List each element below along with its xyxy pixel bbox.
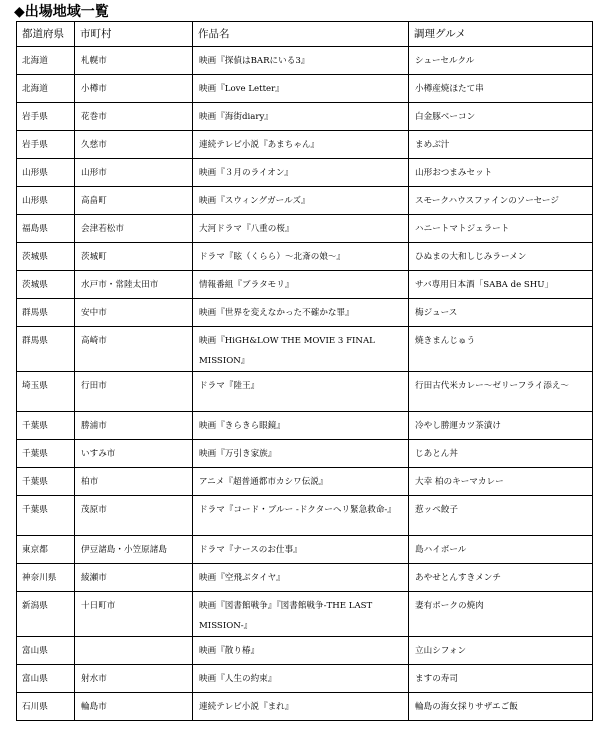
cell-municipality: 札幌市 (75, 47, 193, 75)
cell-work-title: ドラマ『陸王』 (193, 372, 409, 412)
table-row (17, 131, 593, 159)
cell-work-title: 大河ドラマ『八重の桜』 (193, 215, 409, 243)
cell-prefecture: 埼玉県 (17, 372, 75, 412)
cell-prefecture: 山形県 (17, 187, 75, 215)
cell-prefecture: 岩手県 (17, 103, 75, 131)
table-row (17, 592, 593, 637)
cell-work-title: ドラマ『コード・ブルー -ドクターヘリ緊急救命-』 (193, 496, 409, 536)
cell-prefecture: 神奈川県 (17, 564, 75, 592)
cell-municipality: いすみ市 (75, 440, 193, 468)
cell-prefecture: 群馬県 (17, 327, 75, 372)
cell-gourmet: 冷やし勝運カツ茶漬け (409, 412, 593, 440)
cell-municipality: 会津若松市 (75, 215, 193, 243)
cell-municipality: 伊豆諸島・小笠原諸島 (75, 536, 193, 564)
cell-work-title: 情報番組『ブラタモリ』 (193, 271, 409, 299)
cell-gourmet: シューセルクル (409, 47, 593, 75)
table-row (17, 468, 593, 496)
table-row (17, 412, 593, 440)
cell-municipality: 茨城町 (75, 243, 193, 271)
cell-prefecture: 石川県 (17, 693, 75, 721)
cell-gourmet: 行田古代米カレー～ゼリーフライ添え～ (409, 372, 593, 412)
cell-prefecture: 福島県 (17, 215, 75, 243)
cell-gourmet: 妻有ポークの焼肉 (409, 592, 593, 637)
cell-municipality: 十日町市 (75, 592, 193, 637)
cell-gourmet: 大幸 柏のキーマカレー (409, 468, 593, 496)
cell-gourmet: スモークハウスファインのソーセージ (409, 187, 593, 215)
table-row (17, 47, 593, 75)
table-row (17, 536, 593, 564)
cell-work-title: 映画『きらきら眼鏡』 (193, 412, 409, 440)
cell-gourmet: 山形おつまみセット (409, 159, 593, 187)
cell-prefecture: 茨城県 (17, 271, 75, 299)
cell-work-title: 映画『人生の約束』 (193, 665, 409, 693)
cell-prefecture: 千葉県 (17, 496, 75, 536)
table-row (17, 564, 593, 592)
table-row (17, 187, 593, 215)
cell-work-title: 映画『海街diary』 (193, 103, 409, 131)
cell-gourmet: ハニートマトジェラート (409, 215, 593, 243)
cell-gourmet: 惹ッペ餃子 (409, 496, 593, 536)
cell-gourmet: じあとん丼 (409, 440, 593, 468)
cell-work-title: 映画『世界を変えなかった不確かな罪』 (193, 299, 409, 327)
cell-gourmet: まめぶ汁 (409, 131, 593, 159)
cell-municipality: 安中市 (75, 299, 193, 327)
cell-municipality: 輪島市 (75, 693, 193, 721)
cell-work-title: 連続テレビ小説『まれ』 (193, 693, 409, 721)
cell-municipality: 勝浦市 (75, 412, 193, 440)
cell-work-title: 映画『空飛ぶタイヤ』 (193, 564, 409, 592)
cell-municipality: 射水市 (75, 665, 193, 693)
cell-prefecture: 岩手県 (17, 131, 75, 159)
table-row (17, 327, 593, 372)
table-row (17, 271, 593, 299)
table-row (17, 637, 593, 665)
table-row (17, 496, 593, 536)
cell-prefecture: 北海道 (17, 75, 75, 103)
cell-prefecture: 千葉県 (17, 468, 75, 496)
cell-work-title: ドラマ『ナースのお仕事』 (193, 536, 409, 564)
cell-municipality: 水戸市・常陸太田市 (75, 271, 193, 299)
cell-gourmet: ますの寿司 (409, 665, 593, 693)
table-row (17, 243, 593, 271)
cell-work-title: 映画『スウィングガールズ』 (193, 187, 409, 215)
cell-gourmet: 梅ジュース (409, 299, 593, 327)
cell-prefecture: 千葉県 (17, 440, 75, 468)
cell-prefecture: 富山県 (17, 637, 75, 665)
cell-municipality: 高畠町 (75, 187, 193, 215)
cell-prefecture: 富山県 (17, 665, 75, 693)
header-work-title: 作品名 (193, 22, 409, 47)
cell-work-title: アニメ『超普通都市カシワ伝説』 (193, 468, 409, 496)
cell-gourmet: あやせとんすきメンチ (409, 564, 593, 592)
cell-municipality: 小樽市 (75, 75, 193, 103)
cell-gourmet: ひぬまの大和しじみラーメン (409, 243, 593, 271)
cell-municipality: 柏市 (75, 468, 193, 496)
cell-gourmet: 輪島の海女採りサザエご飯 (409, 693, 593, 721)
header-gourmet: 調理グルメ (409, 22, 593, 47)
cell-prefecture: 新潟県 (17, 592, 75, 637)
cell-municipality: 茂原市 (75, 496, 193, 536)
cell-work-title: 映画『万引き家族』 (193, 440, 409, 468)
cell-work-title: 映画『HiGH&LOW THE MOVIE 3 FINAL MISSION』 (193, 327, 409, 372)
table-row (17, 103, 593, 131)
table-row (17, 372, 593, 412)
cell-work-title: 映画『３月のライオン』 (193, 159, 409, 187)
header-municipality: 市町村 (75, 22, 193, 47)
cell-prefecture: 千葉県 (17, 412, 75, 440)
cell-work-title: 映画『散り椿』 (193, 637, 409, 665)
cell-prefecture: 山形県 (17, 159, 75, 187)
cell-municipality: 行田市 (75, 372, 193, 412)
table-row (17, 693, 593, 721)
cell-gourmet: サバ専用日本酒「SABA de SHU」 (409, 271, 593, 299)
cell-prefecture: 北海道 (17, 47, 75, 75)
table-row (17, 440, 593, 468)
cell-work-title: ドラマ『眩（くらら）～北斎の娘～』 (193, 243, 409, 271)
table-row (17, 75, 593, 103)
cell-work-title: 連続テレビ小説『あまちゃん』 (193, 131, 409, 159)
cell-gourmet: 小樽産焼ほたて串 (409, 75, 593, 103)
table-row (17, 159, 593, 187)
table-row (17, 665, 593, 693)
cell-municipality: 綾瀬市 (75, 564, 193, 592)
regions-table (16, 21, 593, 721)
cell-work-title: 映画『Love Letter』 (193, 75, 409, 103)
table-body (17, 47, 593, 721)
cell-gourmet: 白金豚ベーコン (409, 103, 593, 131)
cell-work-title: 映画『図書館戦争』『図書館戦争-THE LAST MISSION-』 (193, 592, 409, 637)
page-title: ◆出場地域一覧 (14, 4, 109, 20)
cell-municipality: 高崎市 (75, 327, 193, 372)
table-row (17, 215, 593, 243)
cell-prefecture: 群馬県 (17, 299, 75, 327)
cell-prefecture: 茨城県 (17, 243, 75, 271)
cell-municipality (75, 637, 193, 665)
cell-municipality: 花巻市 (75, 103, 193, 131)
table-row (17, 299, 593, 327)
cell-municipality: 久慈市 (75, 131, 193, 159)
cell-gourmet: 立山シフォン (409, 637, 593, 665)
cell-work-title: 映画『探偵はBARにいる3』 (193, 47, 409, 75)
cell-gourmet: 島ハイボール (409, 536, 593, 564)
cell-prefecture: 東京都 (17, 536, 75, 564)
table-header-row (17, 22, 593, 47)
header-prefecture: 都道府県 (17, 22, 75, 47)
cell-municipality: 山形市 (75, 159, 193, 187)
cell-gourmet: 焼きまんじゅう (409, 327, 593, 372)
